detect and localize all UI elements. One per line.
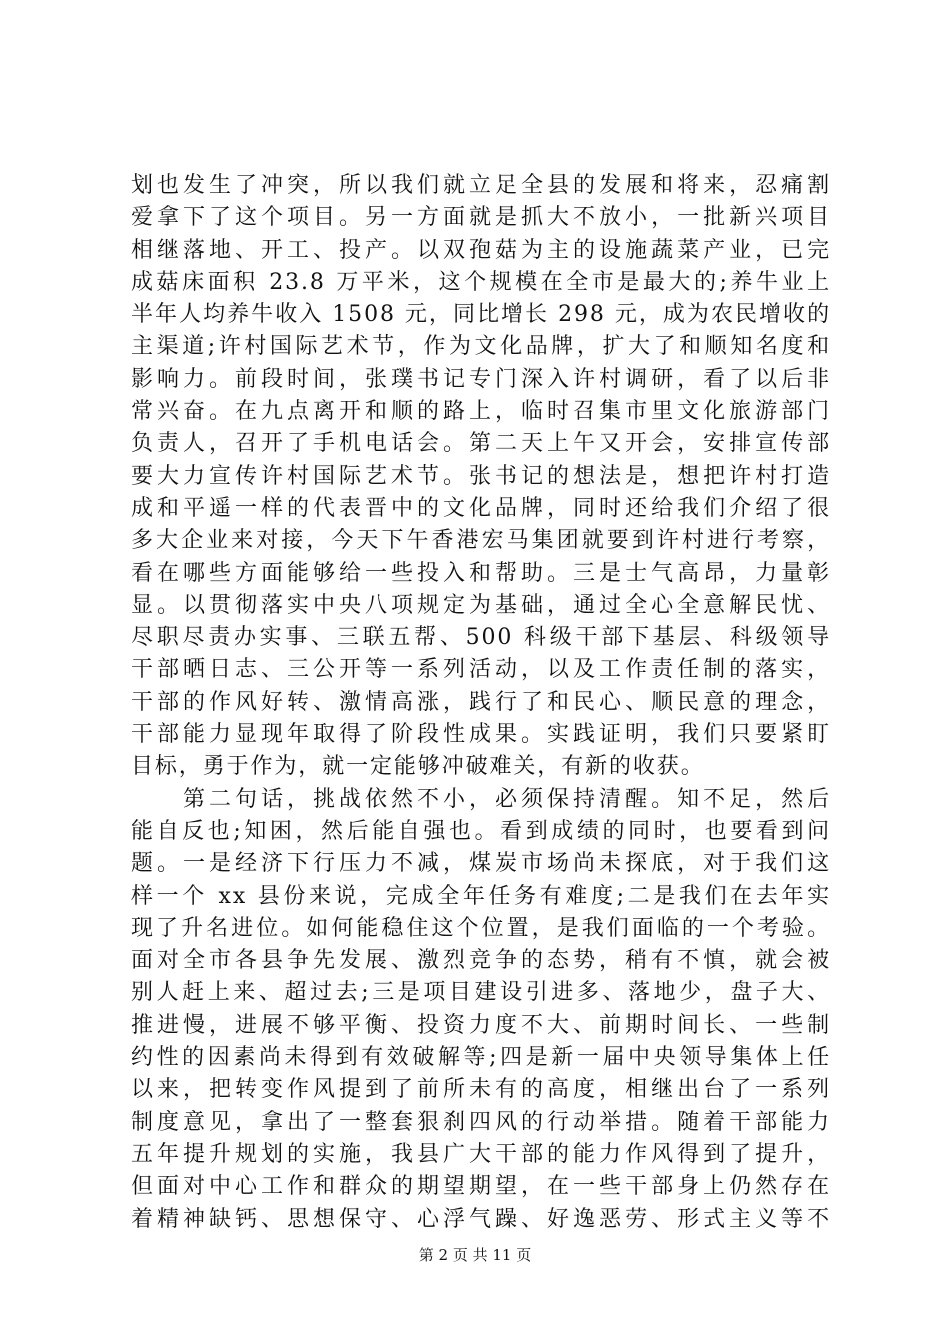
text-line: 制度意见，拿出了一整套狠刹四风的行动举措。随着干部能力 xyxy=(131,1109,831,1135)
text-line: 第二句话，挑战依然不小，必须保持清醒。知不足，然后 xyxy=(131,786,831,812)
text-line: 题。一是经济下行压力不减，煤炭市场尚未探底，对于我们这 xyxy=(131,851,831,877)
body-text xyxy=(131,170,831,1236)
text-line: 五年提升规划的实施，我县广大干部的能力作风得到了提升， xyxy=(131,1141,831,1167)
text-line: 面对全市各县争先发展、激烈竞争的态势，稍有不慎，就会被 xyxy=(131,948,831,974)
text-line: 相继落地、开工、投产。以双孢菇为主的设施蔬菜产业，已完 xyxy=(131,237,831,263)
text-line: 样一个 xx 县份来说，完成全年任务有难度;二是我们在去年实 xyxy=(131,883,831,909)
text-line: 别人赶上来、超过去;三是项目建设引进多、落地少，盘子大、 xyxy=(131,980,831,1006)
text-line: 尽职尽责办实事、三联五帮、500 科级干部下基层、科级领导 xyxy=(131,625,831,651)
text-line: 能自反也;知困，然后能自强也。看到成绩的同时，也要看到问 xyxy=(131,818,831,844)
text-line: 干部能力显现年取得了阶段性成果。实践证明，我们只要紧盯 xyxy=(131,722,831,748)
text-line: 现了升名进位。如何能稳住这个位置，是我们面临的一个考验。 xyxy=(131,915,831,941)
text-line: 主渠道;许村国际艺术节，作为文化品牌，扩大了和顺知名度和 xyxy=(131,334,831,360)
text-line: 显。以贯彻落实中央八项规定为基础，通过全心全意解民忧、 xyxy=(131,592,831,618)
text-line: 着精神缺钙、思想保守、心浮气躁、好逸恶劳、形式主义等不 xyxy=(131,1206,831,1232)
text-line: 干部晒日志、三公开等一系列活动，以及工作责任制的落实， xyxy=(131,657,831,683)
text-line: 多大企业来对接，今天下午香港宏马集团就要到许村进行考察， xyxy=(131,528,831,554)
text-line: 半年人均养牛收入 1508 元，同比增长 298 元，成为农民增收的 xyxy=(131,302,831,328)
text-line: 目标，勇于作为，就一定能够冲破难关，有新的收获。 xyxy=(131,754,705,780)
text-line: 以来，把转变作风提到了前所未有的高度，相继出台了一系列 xyxy=(131,1077,831,1103)
text-line: 成和平遥一样的代表晋中的文化品牌，同时还给我们介绍了很 xyxy=(131,495,831,521)
text-line: 负责人，召开了手机电话会。第二天上午又开会，安排宣传部 xyxy=(131,431,831,457)
text-line: 划也发生了冲突，所以我们就立足全县的发展和将来，忍痛割 xyxy=(131,173,831,198)
text-line: 推进慢，进展不够平衡、投资力度不大、前期时间长、一些制 xyxy=(131,1012,831,1038)
text-line: 看在哪些方面能够给一些投入和帮助。三是士气高昂，力量彰 xyxy=(131,560,831,586)
text-line: 爱拿下了这个项目。另一方面就是抓大不放小，一批新兴项目 xyxy=(131,205,831,231)
page-number-footer: 第 2 页 共 11 页 xyxy=(418,1246,532,1264)
text-line: 成菇床面积 23.8 万平米，这个规模在全市是最大的;养牛业上 xyxy=(131,269,831,295)
text-line: 约性的因素尚未得到有效破解等;四是新一届中央领导集体上任 xyxy=(131,1045,831,1071)
text-line: 影响力。前段时间，张璞书记专门深入许村调研，看了以后非 xyxy=(131,366,831,392)
text-line: 要大力宣传许村国际艺术节。张书记的想法是，想把许村打造 xyxy=(131,463,831,489)
text-line: 常兴奋。在九点离开和顺的路上，临时召集市里文化旅游部门 xyxy=(131,399,831,425)
text-line: 干部的作风好转、激情高涨，践行了和民心、顺民意的理念， xyxy=(131,689,831,715)
text-line: 但面对中心工作和群众的期望期望，在一些干部身上仍然存在 xyxy=(131,1174,831,1200)
